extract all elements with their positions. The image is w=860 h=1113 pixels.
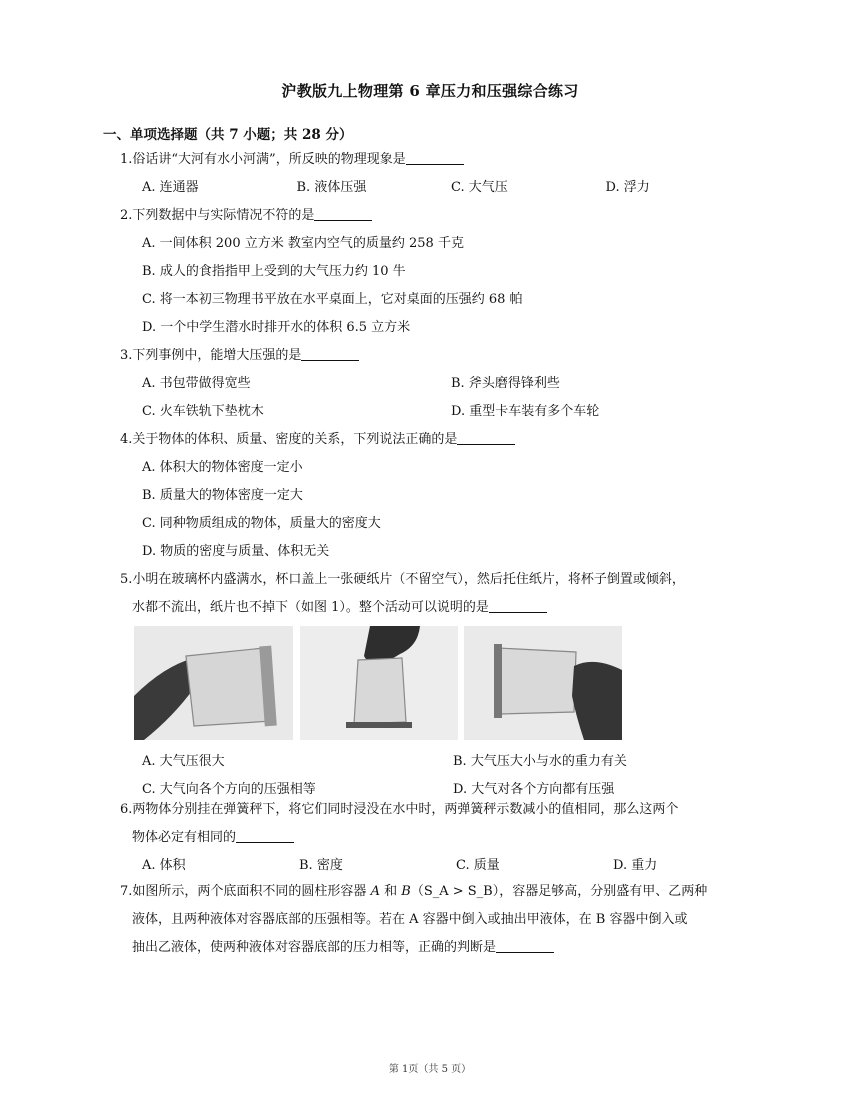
answer-blank	[457, 430, 515, 445]
question-text-cont: 物体必定有相同的	[120, 824, 770, 852]
question-number: 2.	[120, 208, 133, 223]
question-7	[120, 878, 770, 962]
option-c: C. 同种物质组成的物体，质量大的密度大	[142, 516, 381, 531]
option-b: B. 密度	[299, 858, 343, 873]
option-b: B. 质量大的物体密度一定大	[142, 488, 303, 503]
question-text: 下列事例中，能增大压强的是	[132, 348, 302, 363]
question-text-cont: 水都不流出，纸片也不掉下（如图 1）。整个活动可以说明的是	[120, 594, 770, 622]
question-number: 1.	[120, 152, 133, 167]
option-d: D. 浮力	[605, 180, 650, 195]
page-footer: 第 1页（共 5 页）	[388, 1064, 472, 1075]
section-heading: 一、单项选择题（共 7 小题；共 28 分）	[103, 127, 353, 143]
answer-blank	[314, 206, 372, 221]
question-text: 下列数据中与实际情况不符的是	[132, 208, 315, 223]
question-number: 6.	[120, 802, 133, 817]
option-a: A. 大气压很大	[142, 754, 225, 769]
option-d: D. 重力	[613, 858, 658, 873]
question-number: 3.	[120, 348, 133, 363]
option-c: C. 大气向各个方向的压强相等	[142, 782, 316, 797]
question-3	[120, 342, 760, 426]
question-text-cont: 液体，且两种液体对容器底部的压强相等。若在 A 容器中倒入或抽出甲液体，在 B 容器中倒入或	[132, 912, 688, 927]
option-d: D. 大气对各个方向都有压强	[453, 782, 615, 797]
figure-1	[134, 626, 770, 744]
option-c: C. 大气压	[451, 180, 508, 195]
answer-blank	[489, 598, 547, 613]
answer-blank	[301, 346, 359, 361]
option-a: A. 体积	[142, 858, 186, 873]
question-2	[120, 202, 760, 342]
photo-cup-tilted	[134, 626, 293, 740]
question-number: 5.	[120, 572, 133, 587]
question-stem	[120, 796, 770, 824]
question-number: 7.	[120, 884, 133, 899]
question-text: 关于物体的体积、质量、密度的关系，下列说法正确的是	[132, 432, 458, 447]
option-c: C. 将一本初三物理书平放在水平桌面上，它对桌面的压强约 68 帕	[142, 292, 523, 307]
option-b: B. 斧头磨得锋利些	[451, 376, 560, 391]
answer-blank	[236, 828, 294, 843]
question-stem	[120, 202, 760, 230]
option-d: D. 一个中学生潜水时排开水的体积 6.5 立方米	[142, 320, 411, 335]
option-d: D. 物质的密度与质量、体积无关	[142, 544, 330, 559]
option-d: D. 重型卡车装有多个车轮	[451, 404, 600, 419]
question-6	[120, 796, 770, 880]
answer-blank	[406, 150, 464, 165]
question-4	[120, 426, 760, 566]
question-stem	[120, 342, 760, 370]
var-a: A	[370, 884, 380, 899]
option-b: B. 成人的食指指甲上受到的大气压力约 10 牛	[142, 264, 406, 279]
photo-cup-sideways	[464, 626, 622, 740]
question-text: 小明在玻璃杯内盛满水，杯口盖上一张硬纸片（不留空气），然后托住纸片，将杯子倒置或倾斜，	[132, 572, 685, 587]
answer-blank	[496, 938, 554, 953]
condition-text: （S_A > S_B）	[410, 884, 500, 899]
question-number: 4.	[120, 432, 133, 447]
question-1	[120, 146, 760, 202]
option-b: B. 大气压大小与水的重力有关	[453, 754, 627, 769]
question-text-cont: 抽出乙液体，使两种液体对容器底部的压力相等，正确的判断是	[120, 934, 770, 962]
question-stem: 7.如图所示，两个底面积不同的圆柱形容器 A 和 B（S_A > S_B），容器足够高，分别盛有甲、乙两种	[120, 884, 708, 899]
var-b: B	[401, 884, 411, 899]
question-5	[120, 566, 770, 804]
question-text: 两物体分别挂在弹簧秤下，将它们同时浸没在水中时，两弹簧秤示数减小的值相同，那么这两个	[132, 802, 679, 817]
option-a: A. 书包带做得宽些	[142, 376, 251, 391]
photo-cup-inverted	[300, 626, 458, 740]
question-stem	[120, 566, 770, 594]
option-c: C. 火车铁轨下垫枕木	[142, 404, 264, 419]
page-title: 沪教版九上物理第 6 章压力和压强综合练习	[281, 82, 579, 100]
option-a: A. 一间体积 200 立方米 教室内空气的质量约 258 千克	[142, 236, 464, 251]
option-c: C. 质量	[456, 858, 500, 873]
option-a: A. 连通器	[142, 180, 199, 195]
option-b: B. 液体压强	[296, 180, 367, 195]
question-stem	[120, 146, 760, 174]
question-text: 如图所示，两个底面积不同的圆柱形容器	[132, 884, 367, 899]
question-stem	[120, 426, 760, 454]
question-text: 俗话讲“大河有水小河满”，所反映的物理现象是	[132, 152, 406, 167]
option-a: A. 体积大的物体密度一定小	[142, 460, 303, 475]
